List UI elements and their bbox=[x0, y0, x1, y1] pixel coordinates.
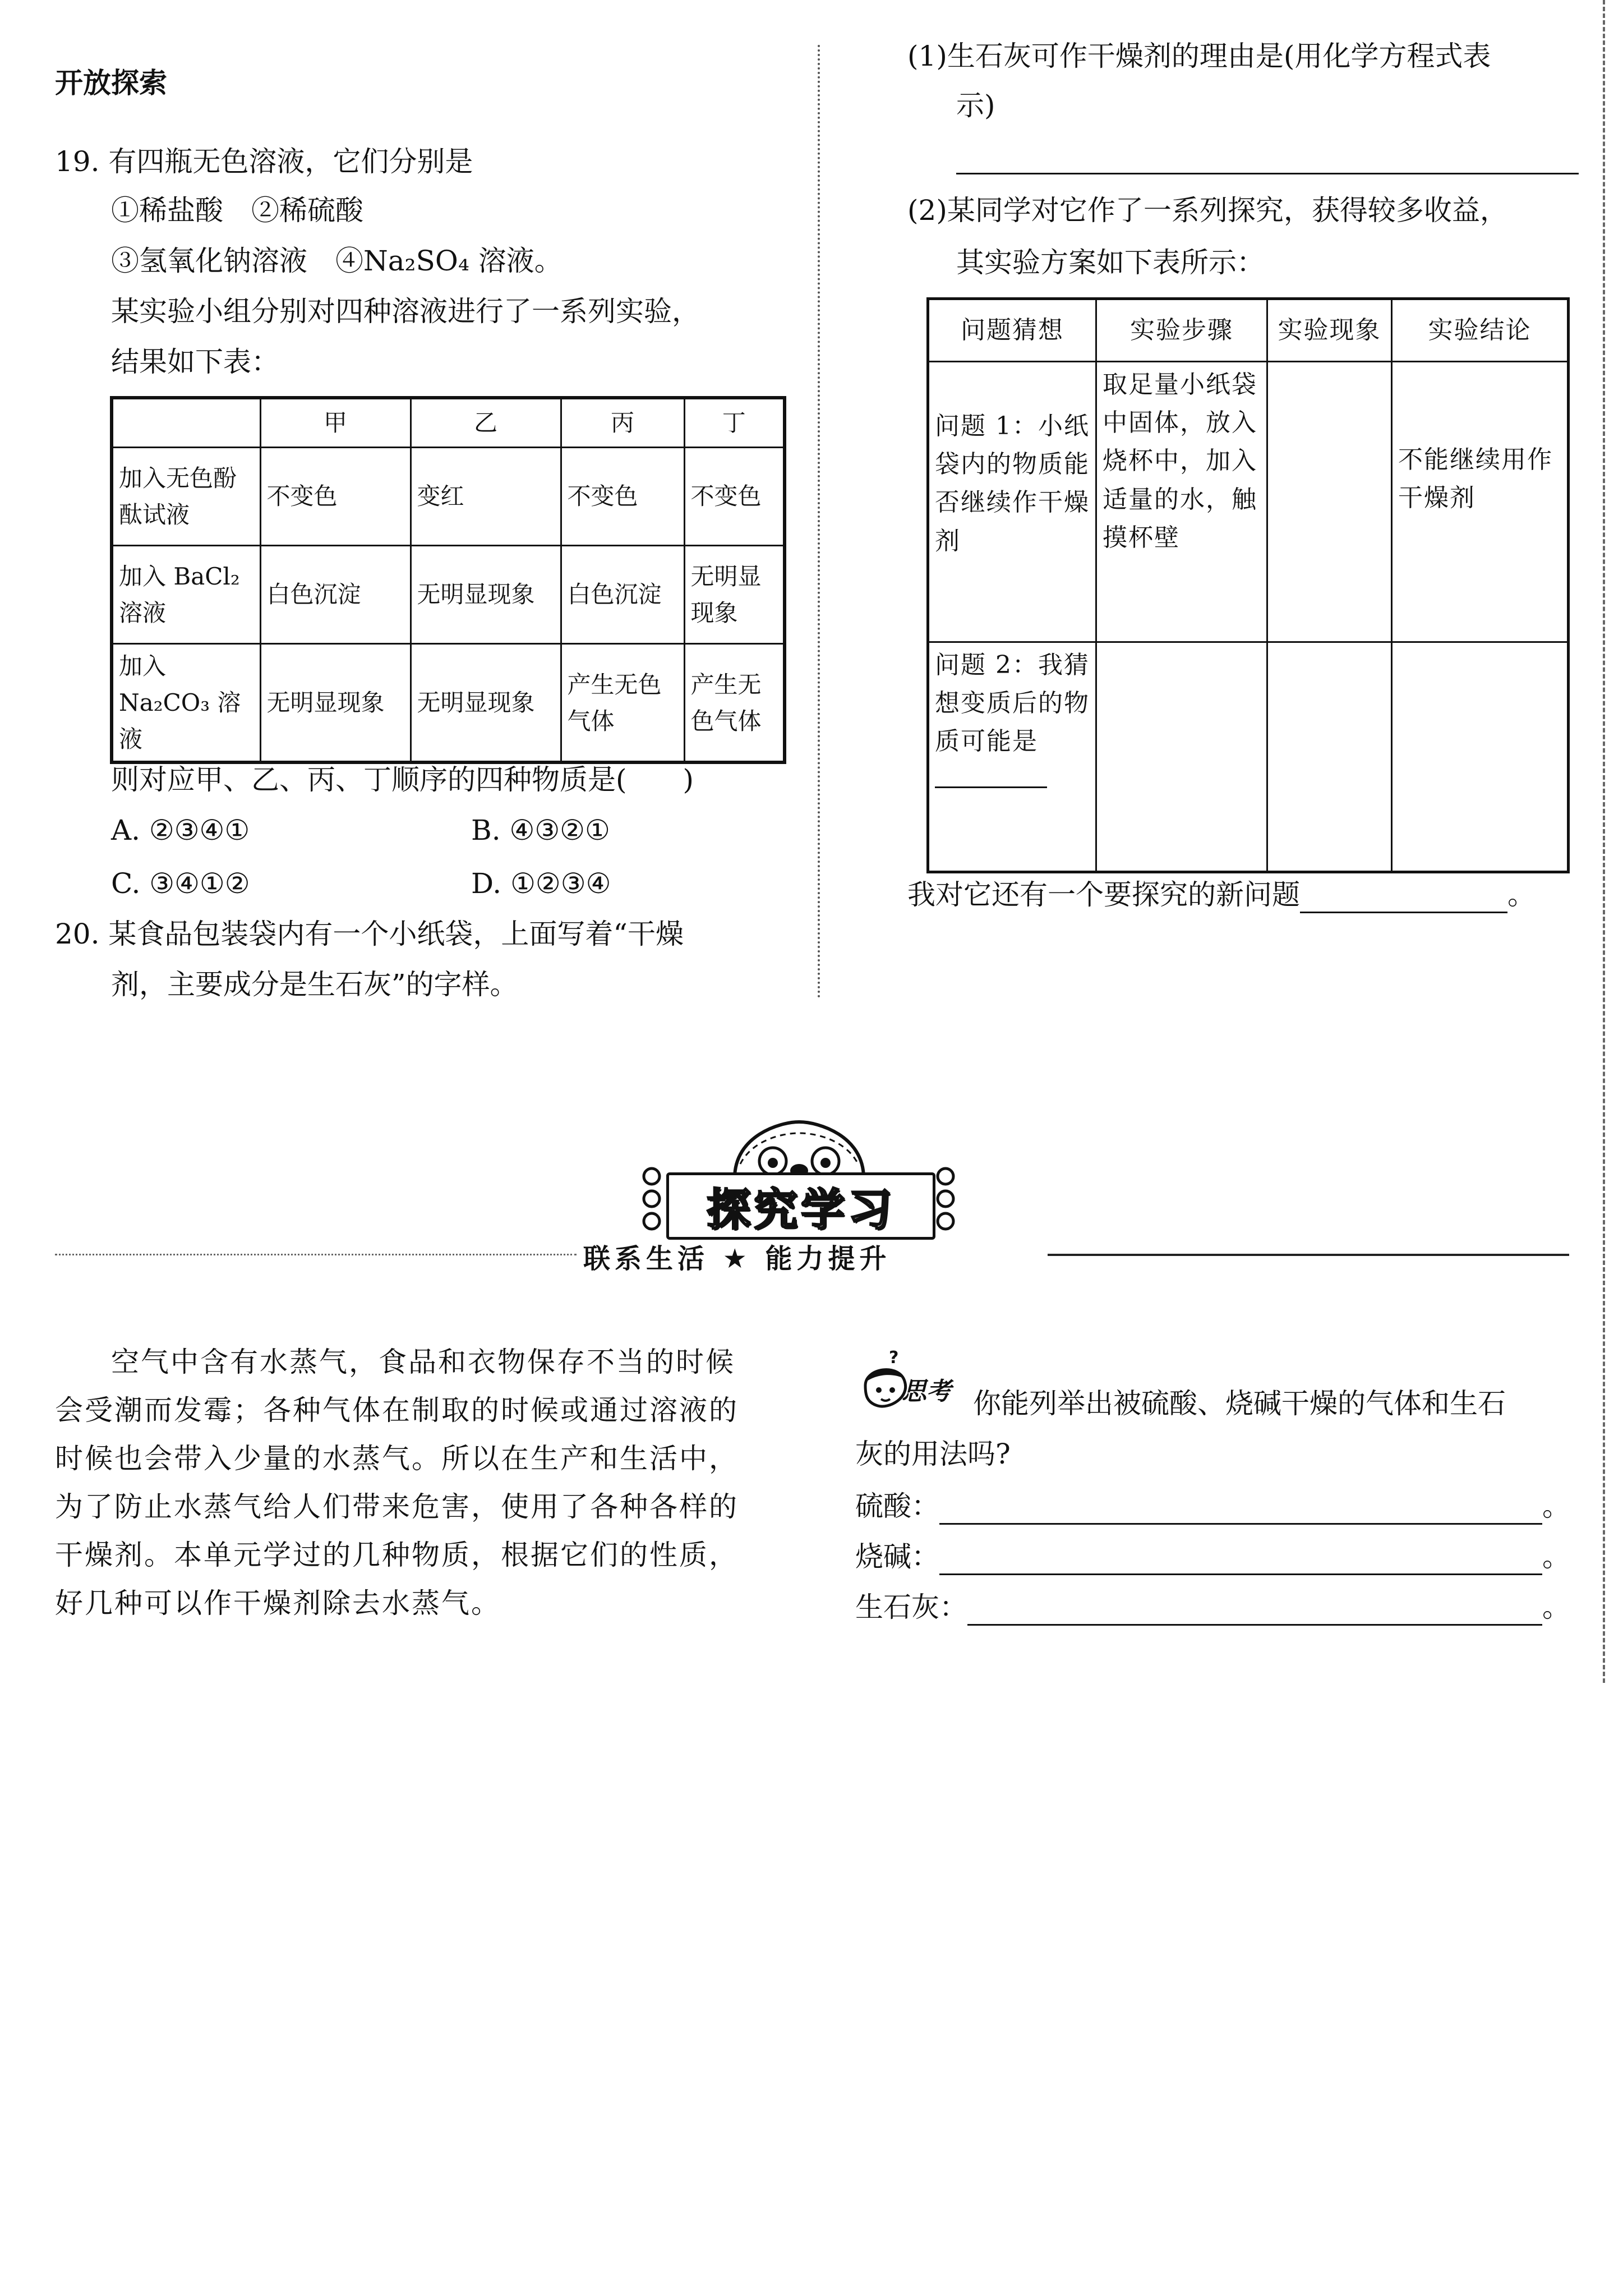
answer-blank[interactable] bbox=[1300, 878, 1507, 913]
answer-cell[interactable] bbox=[1267, 642, 1392, 872]
table-header-row bbox=[112, 398, 785, 448]
table-header-cell: 实验现象 bbox=[1267, 299, 1392, 362]
end-mark: 。 bbox=[1542, 1591, 1570, 1623]
svg-text:?: ? bbox=[889, 1348, 899, 1368]
table-cell: 白色沉淀 bbox=[561, 546, 684, 644]
table-header-cell: 问题猜想 bbox=[928, 299, 1096, 362]
passage-line: 好几种可以作干燥剂除去水蒸气。 bbox=[55, 1587, 501, 1619]
answer-cell[interactable] bbox=[1392, 642, 1569, 872]
q19-description-line2: 结果如下表： bbox=[111, 346, 279, 378]
answer-blank[interactable] bbox=[935, 786, 1047, 788]
table-cell: 产生无色气体 bbox=[561, 644, 684, 763]
table-header-cell: 实验步骤 bbox=[1096, 299, 1267, 362]
table-cell: 无明显现象 bbox=[260, 644, 411, 763]
answer-cell[interactable] bbox=[1096, 642, 1267, 872]
banner-solid-rule bbox=[1048, 1254, 1569, 1256]
table-header-cell: 甲 bbox=[260, 398, 411, 448]
table-cell: 无明显现象 bbox=[684, 546, 785, 644]
reading-passage bbox=[55, 1338, 784, 1627]
table-cell: 白色沉淀 bbox=[260, 546, 411, 644]
ornament-right-icon bbox=[932, 1164, 959, 1237]
end-mark: 。 bbox=[1507, 878, 1536, 911]
table-cell: 加入 BaCl₂ 溶液 bbox=[112, 546, 260, 644]
table-header-cell bbox=[112, 398, 260, 448]
table-header-cell: 乙 bbox=[411, 398, 561, 448]
table-cell: 问题 1：小纸袋内的物质能否继续作干燥剂 bbox=[928, 362, 1096, 642]
think-tag: 思考 bbox=[902, 1377, 951, 1406]
table-cell: 不变色 bbox=[260, 448, 411, 546]
answer-cell[interactable] bbox=[1267, 362, 1392, 642]
item-label: 烧碱： bbox=[855, 1540, 939, 1573]
q19-choice-c[interactable]: C. ③④①② bbox=[111, 867, 250, 900]
table-cell: 不能继续用作干燥剂 bbox=[1392, 362, 1569, 642]
table-row bbox=[112, 644, 785, 763]
table-cell: 产生无色气体 bbox=[684, 644, 785, 763]
page-edge-line bbox=[1603, 0, 1605, 1683]
item-label: 硫酸： bbox=[855, 1490, 939, 1522]
q19-choice-a[interactable]: A. ②③④① bbox=[111, 814, 250, 846]
q20-part1-line2: 示) bbox=[956, 89, 995, 122]
think-item-sulfuric-acid bbox=[855, 1489, 1570, 1525]
q20-part2-line2: 其实验方案如下表所示： bbox=[956, 246, 1265, 279]
end-mark: 。 bbox=[1542, 1540, 1570, 1573]
q19-choice-b[interactable]: B. ④③②① bbox=[471, 814, 610, 846]
table-cell: 加入 Na₂CO₃ 溶液 bbox=[112, 644, 260, 763]
table-row bbox=[112, 448, 785, 546]
passage-line: 为了防止水蒸气给人们带来危害，使用了各种各样的 bbox=[55, 1490, 739, 1523]
q19-results-table bbox=[110, 396, 786, 764]
answer-blank[interactable] bbox=[939, 1540, 1542, 1575]
q19-options-line2: ③氢氧化钠溶液 ④Na₂SO₄ 溶液。 bbox=[111, 245, 562, 277]
q20-plan-table bbox=[926, 297, 1570, 873]
passage-line: 空气中含有水蒸气，食品和衣物保存不当的时候 bbox=[111, 1346, 735, 1378]
new-question-row bbox=[907, 878, 1536, 913]
item-label: 生石灰： bbox=[855, 1591, 967, 1623]
table-row bbox=[112, 546, 785, 644]
passage-line: 时候也会带入少量的水蒸气。所以在生产和生活中， bbox=[55, 1442, 739, 1475]
passage-line: 会受潮而发霉；各种气体在制取的时候或通过溶液的 bbox=[55, 1394, 739, 1427]
passage-line: 干燥剂。本单元学过的几种物质，根据它们的性质， bbox=[55, 1539, 739, 1571]
think-question-line1: 你能列举出被硫酸、烧碱干燥的气体和生石 bbox=[973, 1387, 1506, 1420]
table-cell bbox=[928, 642, 1096, 872]
table-cell: 不变色 bbox=[684, 448, 785, 546]
problem-2-text: 问题 2：我猜想变质后的物质可能是 bbox=[935, 651, 1090, 756]
q20-part2-line1: (2)某同学对它作了一系列探究，获得较多收益， bbox=[907, 194, 1508, 227]
think-item-quicklime bbox=[855, 1590, 1570, 1626]
end-mark: 。 bbox=[1542, 1490, 1570, 1522]
q19-question: 则对应甲、乙、丙、丁顺序的四种物质是( ) bbox=[111, 763, 694, 796]
ornament-left-icon bbox=[638, 1164, 665, 1237]
q19-stem: 19. 有四瓶无色溶液，它们分别是 bbox=[55, 145, 473, 178]
table-header-cell: 实验结论 bbox=[1392, 299, 1569, 362]
table-header-cell: 丁 bbox=[684, 398, 785, 448]
answer-line[interactable] bbox=[956, 173, 1579, 174]
think-item-caustic-soda bbox=[855, 1540, 1570, 1575]
table-cell: 无明显现象 bbox=[411, 546, 561, 644]
banner-subtitle: 联系生活 ★ 能力提升 bbox=[583, 1243, 891, 1274]
think-question-line2: 灰的用法吗? bbox=[855, 1438, 1011, 1470]
table-row bbox=[928, 362, 1569, 642]
new-question-text: 我对它还有一个要探究的新问题 bbox=[907, 878, 1300, 911]
banner-box bbox=[666, 1172, 935, 1240]
table-cell: 加入无色酚酞试液 bbox=[112, 448, 260, 546]
table-cell: 取足量小纸袋中固体，放入烧杯中，加入适量的水，触摸杯壁 bbox=[1096, 362, 1267, 642]
column-divider bbox=[818, 45, 820, 999]
q19-description-line1: 某实验小组分别对四种溶液进行了一系列实验， bbox=[111, 295, 700, 328]
table-cell: 无明显现象 bbox=[411, 644, 561, 763]
table-cell: 不变色 bbox=[561, 448, 684, 546]
q19-choice-d[interactable]: D. ①②③④ bbox=[471, 867, 611, 900]
table-header-row bbox=[928, 299, 1569, 362]
table-cell: 变红 bbox=[411, 448, 561, 546]
section-title: 开放探索 bbox=[55, 67, 167, 99]
cartoon-face-icon bbox=[729, 1119, 869, 1181]
answer-blank[interactable] bbox=[939, 1489, 1542, 1525]
table-header-cell: 丙 bbox=[561, 398, 684, 448]
q20-stem-line1: 20. 某食品包装袋内有一个小纸袋，上面写着“干燥 bbox=[55, 918, 684, 950]
banner-dotted-rule bbox=[55, 1254, 577, 1255]
q19-options-line1: ①稀盐酸 ②稀硫酸 bbox=[111, 194, 363, 227]
banner-title: 探究学习 bbox=[706, 1185, 895, 1235]
q20-stem-line2: 剂，主要成分是生石灰”的字样。 bbox=[111, 968, 518, 1001]
answer-blank[interactable] bbox=[967, 1590, 1542, 1626]
table-row bbox=[928, 642, 1569, 872]
q20-part1-line1: (1)生石灰可作干燥剂的理由是(用化学方程式表 bbox=[907, 40, 1491, 72]
